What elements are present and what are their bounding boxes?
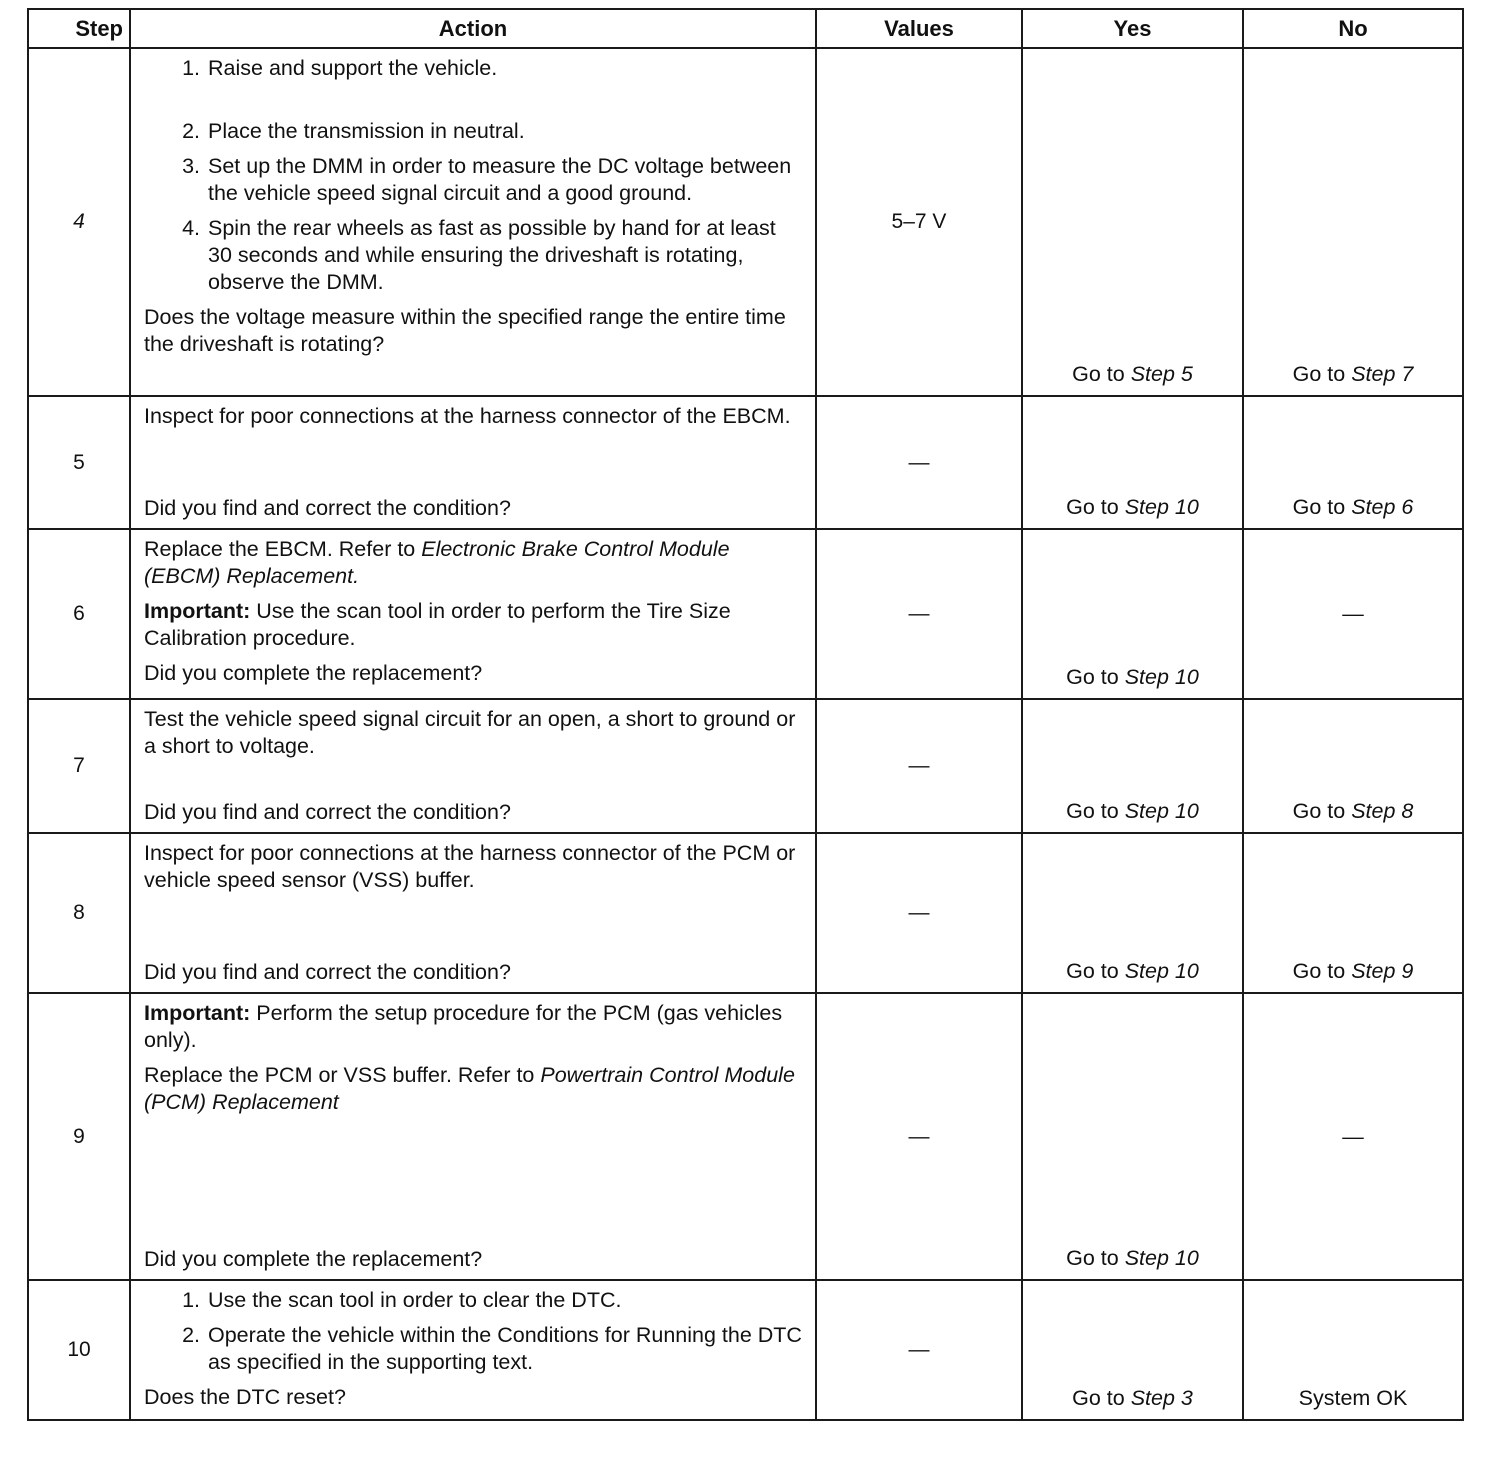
yes-cell: Go to Step 10 bbox=[1022, 396, 1243, 529]
step-link: Step 5 bbox=[1130, 362, 1193, 386]
question-text: Does the voltage measure within the specified range the entire time the driveshaft is rotating? bbox=[144, 305, 786, 356]
header-row bbox=[28, 9, 1463, 48]
reference-link: Electronic Brake Control Module (EBCM) Replacement. bbox=[144, 537, 730, 588]
list-item: 4. Spin the rear wheels as fast as possible by hand for at least 30 seconds and while ensuring the driveshaft is rotating, observe the DMM. bbox=[182, 216, 776, 294]
step-number: 5 bbox=[28, 396, 130, 529]
no-cell: Go to Step 9 bbox=[1243, 833, 1463, 993]
action-cell bbox=[130, 833, 816, 993]
step-link: Step 10 bbox=[1124, 665, 1199, 689]
reference-link: Powertrain Control Module (PCM) Replacement bbox=[144, 1063, 795, 1114]
list-item: 1. Raise and support the vehicle. bbox=[182, 56, 498, 80]
list-item: 3. Set up the DMM in order to measure the DC voltage between the vehicle speed signal circuit and a good ground. bbox=[182, 154, 792, 205]
no-cell: — bbox=[1243, 993, 1463, 1280]
value-cell: — bbox=[816, 993, 1022, 1280]
header-yes: Yes bbox=[1022, 9, 1243, 48]
step-link: Step 8 bbox=[1351, 799, 1414, 823]
list-item: 2. Operate the vehicle within the Conditions for Running the DTC as specified in the supporting text. bbox=[182, 1323, 802, 1374]
no-cell: Go to Step 6 bbox=[1243, 396, 1463, 529]
value-cell: — bbox=[816, 529, 1022, 699]
important-note: Important: Perform the setup procedure for the PCM (gas vehicles only). bbox=[144, 1001, 783, 1052]
header-no: No bbox=[1243, 9, 1463, 48]
table-row-step-9 bbox=[28, 993, 1463, 1280]
no-cell: Go to Step 7 bbox=[1243, 48, 1463, 396]
step-link: Step 9 bbox=[1351, 959, 1414, 983]
step-link: Step 6 bbox=[1351, 495, 1414, 519]
value-cell: — bbox=[816, 396, 1022, 529]
action-cell bbox=[130, 1280, 816, 1420]
no-cell bbox=[1243, 1280, 1463, 1420]
yes-cell: Go to Step 10 bbox=[1022, 699, 1243, 833]
header-step: Step bbox=[28, 9, 130, 48]
action-list bbox=[144, 1287, 805, 1376]
step-link: Step 10 bbox=[1124, 1246, 1199, 1270]
table-row-step-6 bbox=[28, 529, 1463, 699]
list-item: 1. Use the scan tool in order to clear the DTC. bbox=[182, 1288, 622, 1312]
step-link: Step 7 bbox=[1351, 362, 1414, 386]
step-link: Step 10 bbox=[1124, 495, 1199, 519]
system-ok-text: System OK bbox=[1298, 1386, 1408, 1410]
step-link: Step 10 bbox=[1124, 799, 1199, 823]
value-cell: — bbox=[816, 1280, 1022, 1420]
table-row-step-7 bbox=[28, 699, 1463, 833]
action-cell bbox=[130, 529, 816, 699]
yes-cell: Go to Step 10 bbox=[1022, 833, 1243, 993]
question-text: Did you complete the replacement? bbox=[144, 661, 483, 685]
no-cell: Go to Step 8 bbox=[1243, 699, 1463, 833]
diagnostic-table bbox=[27, 8, 1464, 1421]
table-row-step-10 bbox=[28, 1280, 1463, 1420]
no-cell: — bbox=[1243, 529, 1463, 699]
yes-cell: Go to Step 5 bbox=[1022, 48, 1243, 396]
value-cell: — bbox=[816, 833, 1022, 993]
action-cell bbox=[130, 993, 816, 1280]
question-text: Did you complete the replacement? bbox=[144, 1247, 483, 1271]
action-cell bbox=[130, 699, 816, 833]
step-number: 10 bbox=[28, 1280, 130, 1420]
yes-cell: Go to Step 10 bbox=[1022, 529, 1243, 699]
step-number: 6 bbox=[28, 529, 130, 699]
action-list bbox=[144, 55, 805, 296]
action-text: Replace the PCM or VSS buffer. Refer to Powertrain Control Module (PCM) Replacement bbox=[144, 1063, 795, 1114]
question-text: Did you find and correct the condition? bbox=[144, 800, 511, 824]
list-item: 2. Place the transmission in neutral. bbox=[182, 119, 525, 143]
value-cell: 5–7 V bbox=[816, 48, 1022, 396]
action-text: Inspect for poor connections at the harness connector of the PCM or vehicle speed sensor (VSS) buffer. bbox=[144, 841, 796, 892]
action-text: Inspect for poor connections at the harness connector of the EBCM. bbox=[144, 404, 791, 428]
action-cell bbox=[130, 396, 816, 529]
action-text: Test the vehicle speed signal circuit for an open, a short to ground or a short to voltage. bbox=[144, 707, 796, 758]
action-text: Replace the EBCM. Refer to Electronic Brake Control Module (EBCM) Replacement. bbox=[144, 537, 730, 588]
table-row-step-8 bbox=[28, 833, 1463, 993]
question-text: Does the DTC reset? bbox=[144, 1385, 346, 1409]
header-values: Values bbox=[816, 9, 1022, 48]
step-link: Step 3 bbox=[1130, 1386, 1193, 1410]
question-text: Did you find and correct the condition? bbox=[144, 496, 511, 520]
step-number: 4 bbox=[28, 48, 130, 396]
header-action: Action bbox=[130, 9, 816, 48]
table-row-step-4 bbox=[28, 48, 1463, 396]
important-note: Important: Use the scan tool in order to perform the Tire Size Calibration procedure. bbox=[144, 599, 731, 650]
step-number: 7 bbox=[28, 699, 130, 833]
step-link: Step 10 bbox=[1124, 959, 1199, 983]
table-row-step-5 bbox=[28, 396, 1463, 529]
yes-cell: Go to Step 10 bbox=[1022, 993, 1243, 1280]
value-cell: — bbox=[816, 699, 1022, 833]
question-text: Did you find and correct the condition? bbox=[144, 960, 511, 984]
step-number: 8 bbox=[28, 833, 130, 993]
yes-cell: Go to Step 3 bbox=[1022, 1280, 1243, 1420]
step-number: 9 bbox=[28, 993, 130, 1280]
action-cell bbox=[130, 48, 816, 396]
